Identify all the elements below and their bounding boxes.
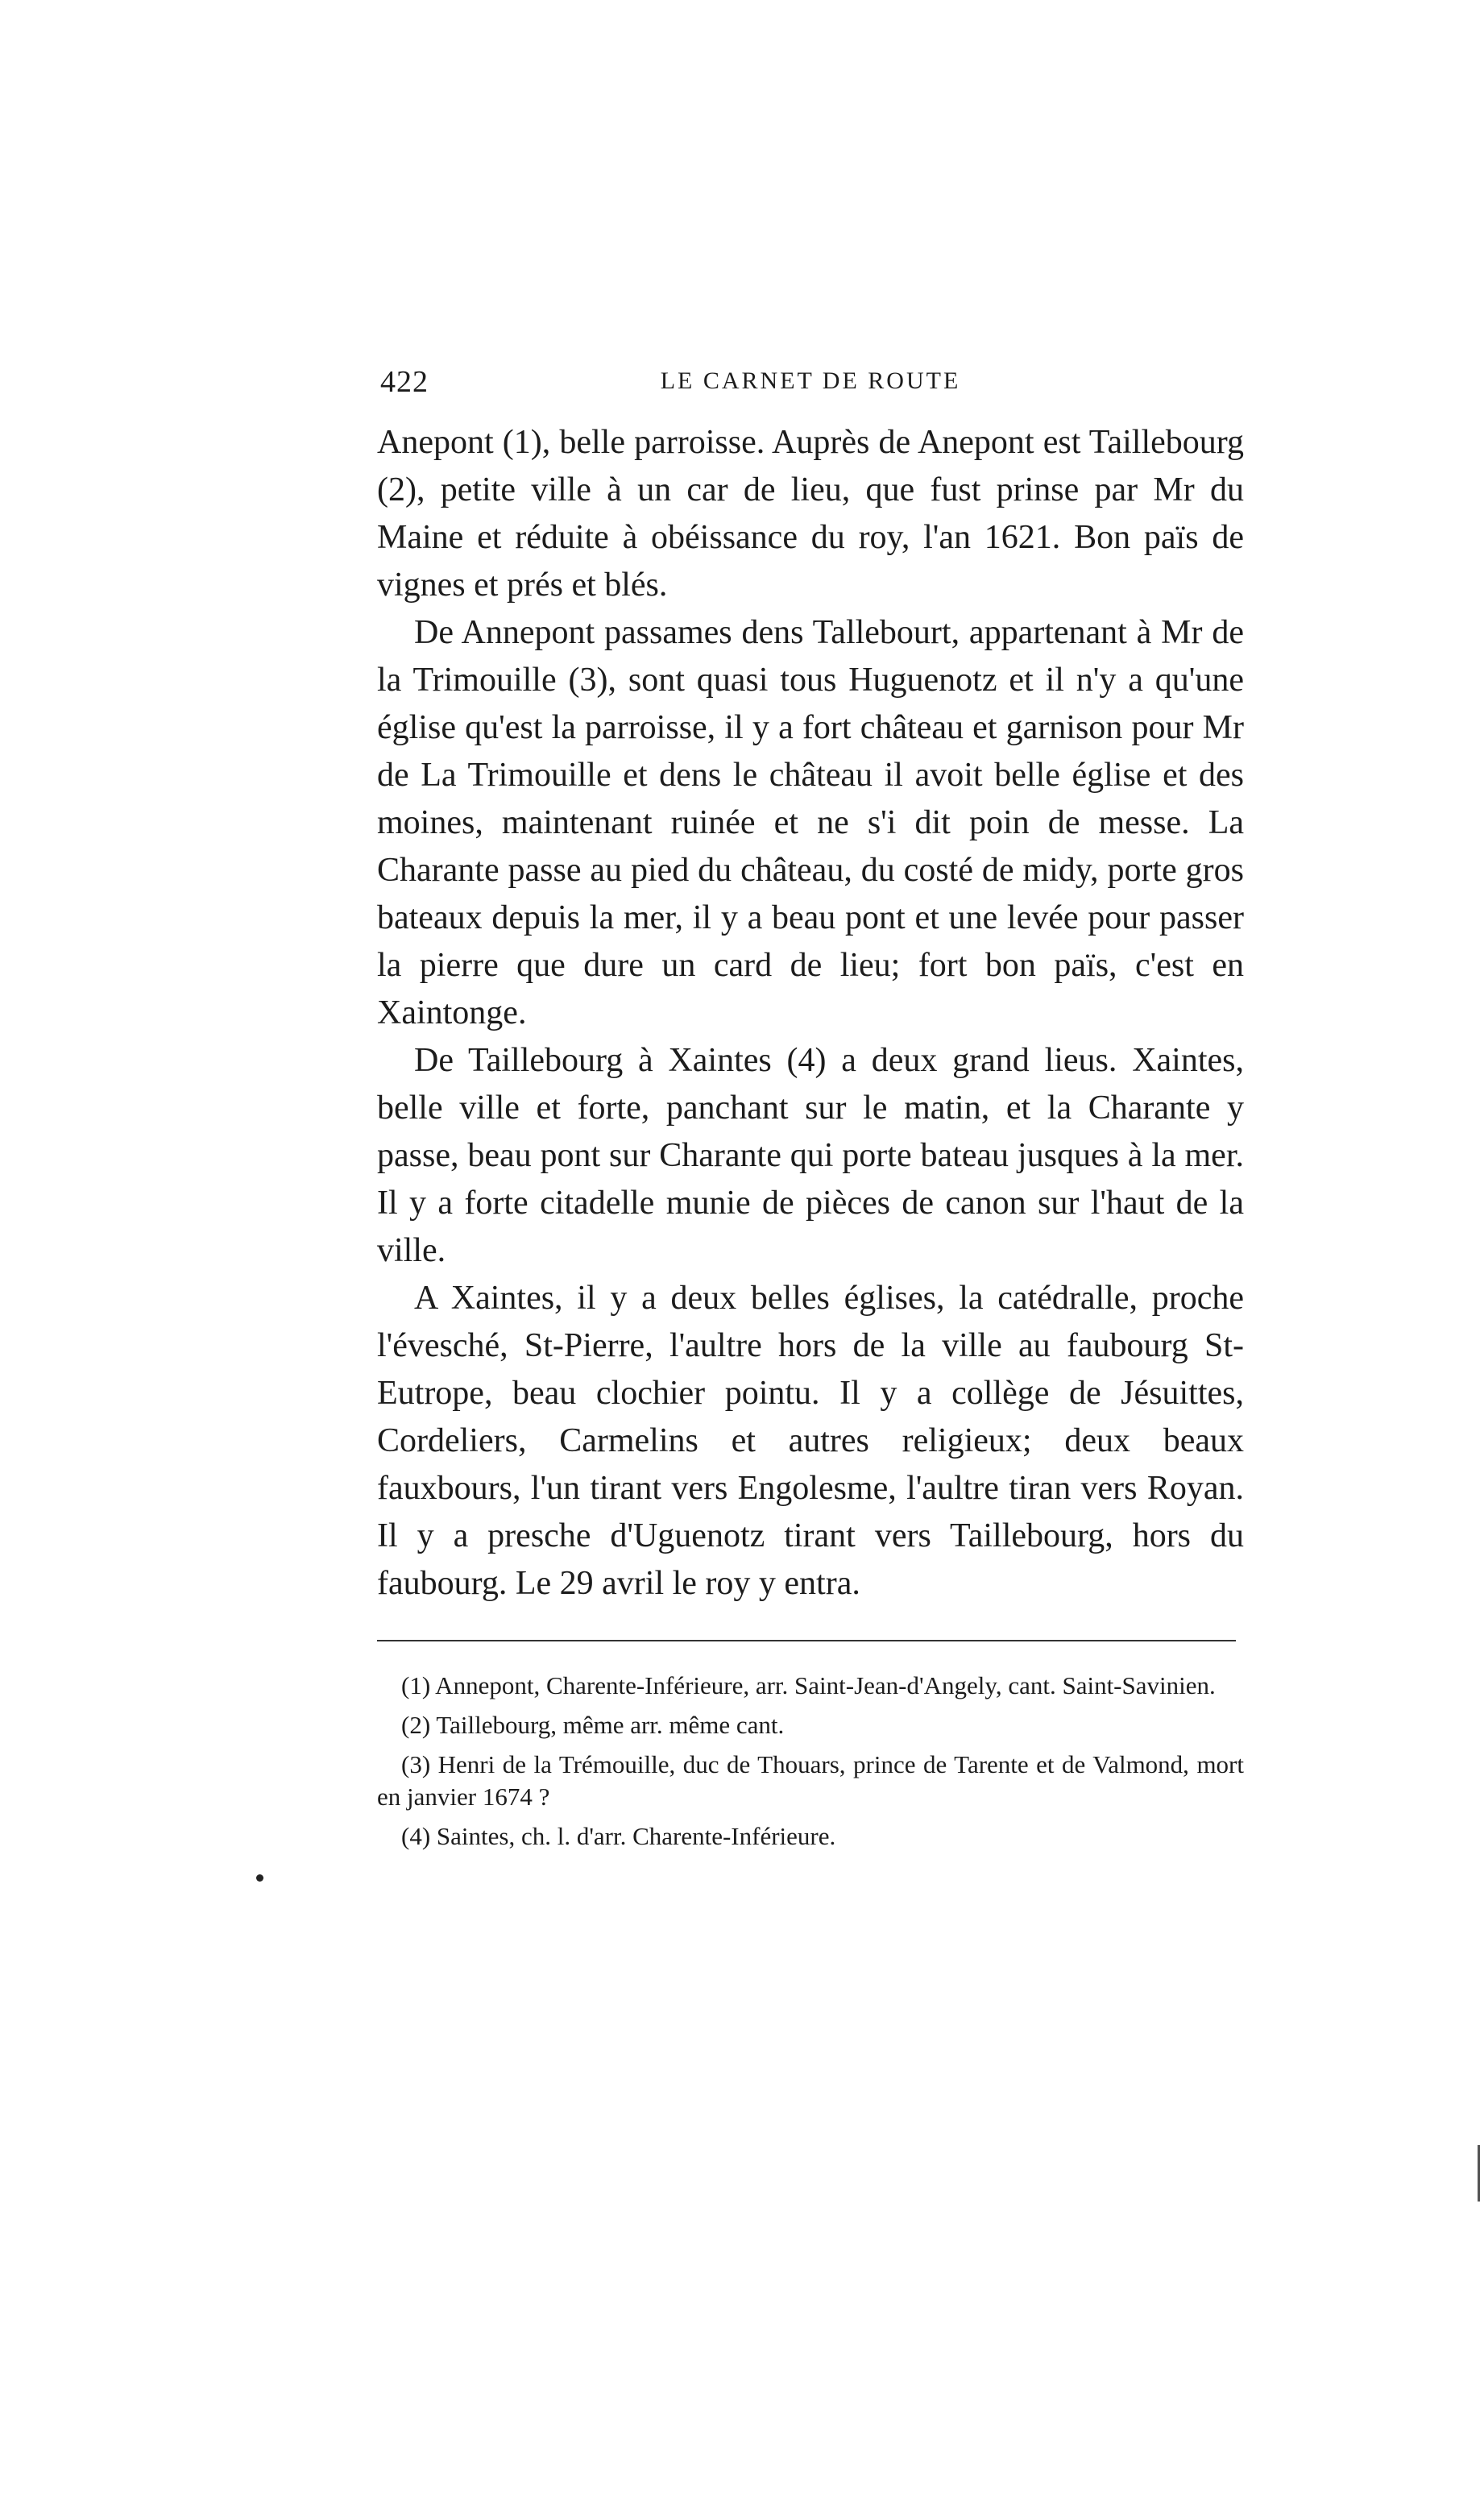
- paragraph: Anepont (1), belle parroisse. Auprès de Anepont est Taillebourg (2), petite ville à un car de lieu, que fust prinse par Mr du Maine et réduite à obéissance du roy, l'an 1621. Bon païs de vignes et prés et blés.: [377, 424, 1244, 604]
- footnote: (2) Taillebourg, même arr. même cant.: [401, 1711, 785, 1739]
- footnote: (3) Henri de la Trémouille, duc de Thouars, prince de Tarente et de Valmond, mort en janvier 1674 ?: [377, 1750, 1244, 1811]
- page-edge-mark: [1478, 2145, 1480, 2202]
- main-text: [377, 419, 1244, 1608]
- paragraph: A Xaintes, il y a deux belles églises, la catédralle, proche l'évesché, St-Pierre, l'aultre hors de la ville au faubourg St-Eutrope, beau clochier pointu. Il y a collège de Jésuittes, Cordeliers, Carmelins et autres religieux; deux beaux fauxbours, l'un tirant vers Engolesme, l'aultre tiran vers Royan. Il y a presche d'Uguenotz tirant vers Taillebourg, hors du faubourg. Le 29 avril le roy y entra.: [377, 1280, 1244, 1602]
- page-number: 422: [380, 365, 429, 399]
- page-header: [380, 364, 1241, 405]
- footnote: (1) Annepont, Charente-Inférieure, arr. Saint-Jean-d'Angely, cant. Saint-Savinien.: [401, 1671, 1216, 1699]
- ink-speck: [256, 1874, 263, 1882]
- footnote-separator: [377, 1640, 1236, 1641]
- footnote: (4) Saintes, ch. l. d'arr. Charente-Inférieure.: [401, 1822, 836, 1850]
- paragraph: De Taillebourg à Xaintes (4) a deux grand lieus. Xaintes, belle ville et forte, panchant sur le matin, et la Charante y passe, beau pont sur Charante qui porte bateau jusques à la mer. Il y a forte citadelle munie de pièces de canon sur l'haut de la ville.: [377, 1042, 1244, 1269]
- running-title: LE CARNET DE ROUTE: [660, 367, 961, 394]
- paragraph: De Annepont passames dens Tallebourt, appartenant à Mr de la Trimouille (3), sont quasi tous Huguenotz et il n'y a qu'une église qu'est la parroisse, il y a fort château et garnison pour Mr de La Trimouille et dens le château il avoit belle église et des moines, maintenant ruinée et ne s'i dit poin de messe. La Charante passe au pied du château, du costé de midy, porte gros bateaux depuis la mer, il y a beau pont et une levée pour passer la pierre que dure un card de lieu; fort bon païs, c'est en Xaintonge.: [377, 614, 1244, 1031]
- footnotes: [377, 1670, 1244, 1860]
